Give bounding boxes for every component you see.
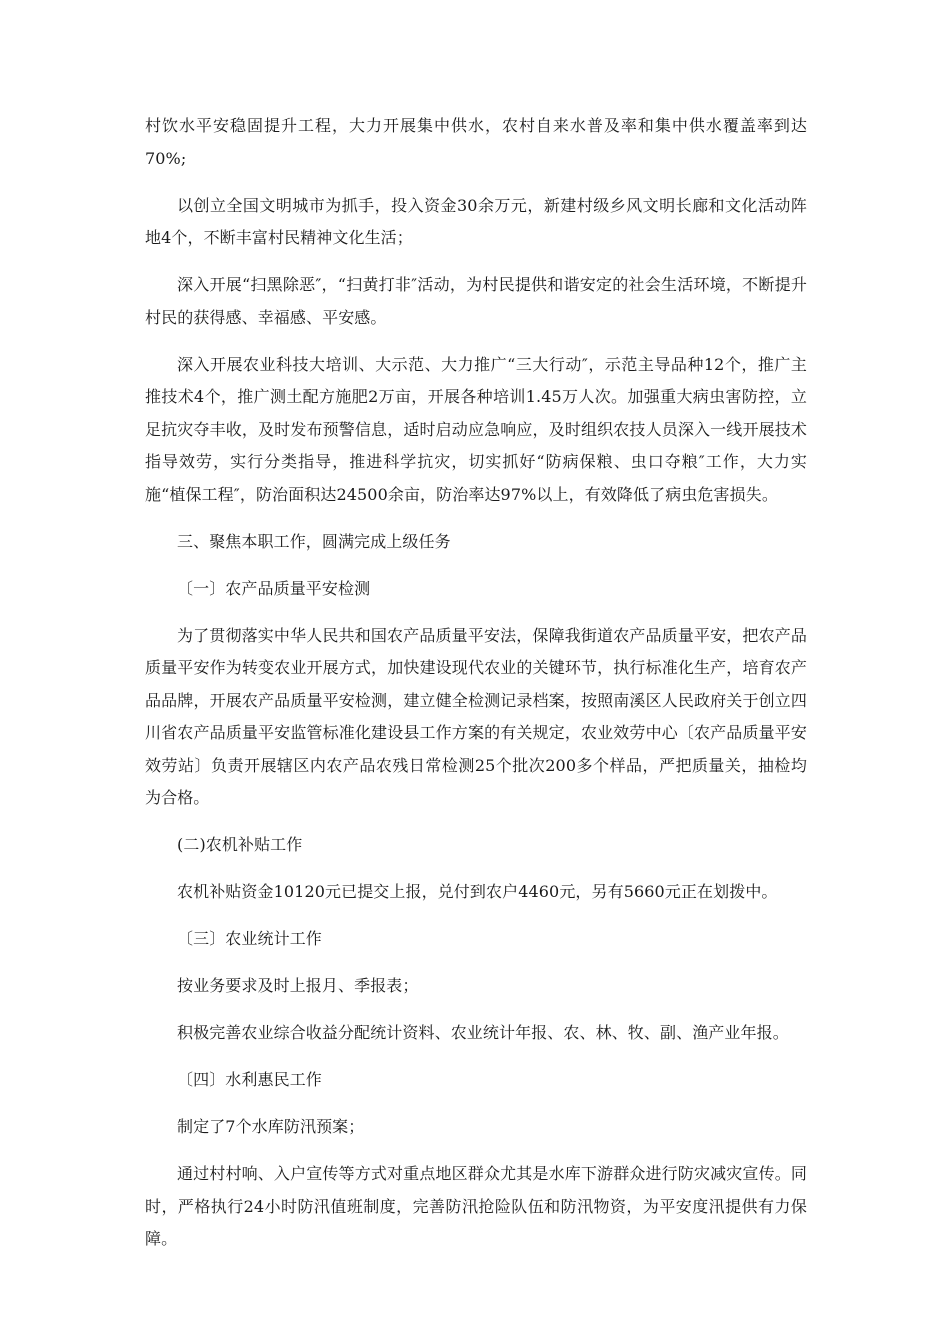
paragraph-rural-water-supply: 村饮水平安稳固提升工程，大力开展集中供水，农村自来水普及率和集中供水覆盖率到达70%;: [145, 116, 807, 168]
paragraph-statistics-reports: 按业务要求及时上报月、季报表；: [177, 976, 419, 995]
paragraph-flood-plans: 制定了7个水库防汛预案；: [177, 1117, 365, 1136]
subheading-water-conservancy: 〔四〕水利惠民工作: [177, 1070, 322, 1089]
paragraph-flood-publicity: 通过村村响、入户宣传等方式对重点地区群众尤其是水库下游群众进行防灾减灾宣传。同时，严格执行24小时防汛值班制度，完善防汛抢险队伍和防汛物资，为平安度汛提供有力保障。: [145, 1164, 807, 1248]
paragraph-agri-technology: 深入开展农业科技大培训、大示范、大力推广“三大行动″，示范主导品种12个，推广主推技术4个，推广测土配方施肥2万亩，开展各种培训1.45万人次。加强重大病虫害防控，立足抗灾夺丰收，及时发布预警信息，适时启动应急响应，及时组织农技人员深入一线开展技术指导效劳，实行分类指导，推进科学抗灾，切实抓好“防病保粮、虫口夺粮″工作，大力实施“植保工程″，防治面积达24500余亩，防治率达97%以上，有效降低了病虫危害损失。: [145, 354, 807, 504]
paragraph-machinery-subsidy: 农机补贴资金10120元已提交上报，兑付到农户4460元，另有5660元正在划拨中。: [177, 882, 778, 901]
subheading-quality-testing: 〔一〕农产品质量平安检测: [177, 578, 371, 598]
paragraph-quality-testing: 为了贯彻落实中华人民共和国农产品质量平安法，保障我街道农产品质量平安，把农产品质量平安作为转变农业开展方式，加快建设现代农业的关键环节，执行标准化生产，培育农产品品牌，开展农产品质量平安检测，建立健全检测记录档案，按照南溪区人民政府关于创立四川省农产品质量平安监管标准化建设县工作方案的有关规定，农业效劳中心〔农产品质量平安效劳站〕负责开展辖区内农产品农残日常检测25个批次200多个样品，严把质量关，抽检均为合格。: [145, 625, 807, 807]
paragraph-public-safety: 深入开展“扫黑除恶″，“扫黄打非″活动，为村民提供和谐安定的社会生活环境，不断提升村民的获得感、幸福感、平安感。: [145, 275, 807, 327]
section-heading-3: 三、聚焦本职工作，圆满完成上级任务: [177, 531, 451, 551]
document-page: [145, 110, 807, 1270]
subheading-statistics: 〔三〕农业统计工作: [177, 929, 322, 948]
paragraph-civilization-city: 以创立全国文明城市为抓手，投入资金30余万元，新建村级乡风文明长廊和文化活动阵地4个，不断丰富村民精神文化生活；: [145, 195, 807, 247]
paragraph-statistics-annual: 积极完善农业综合收益分配统计资料、农业统计年报、农、林、牧、副、渔产业年报。: [177, 1023, 789, 1042]
subheading-machinery-subsidy: (二)农机补贴工作: [177, 835, 303, 854]
